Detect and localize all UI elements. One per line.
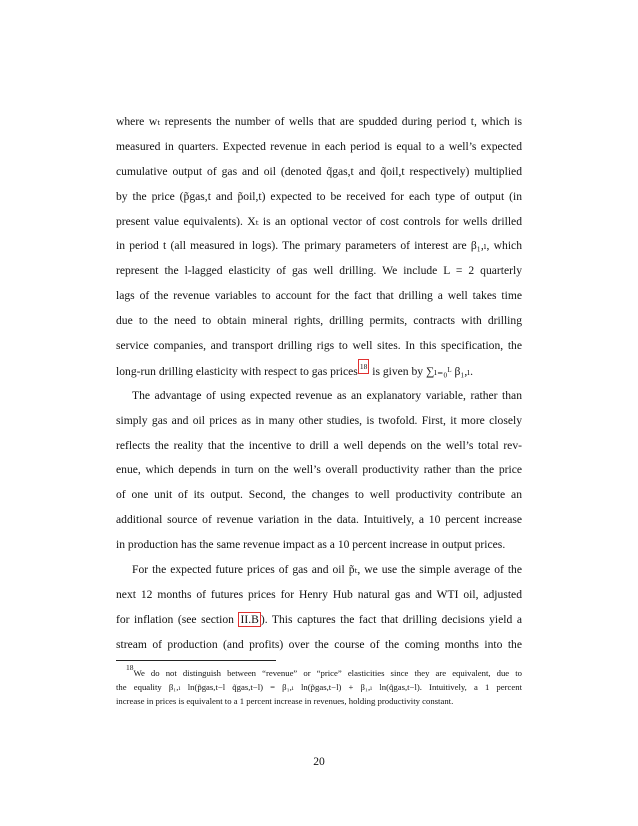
text-line: in production has the same revenue impact as a 10 percent increase in output prices. — [116, 538, 506, 552]
page-number: 20 — [313, 755, 325, 768]
text-line: measured in quarters. Expected revenue in each period is equal to a well’s expected — [116, 139, 522, 153]
text-line: represent the l-lagged elasticity of gas well drilling. We include L = 2 quarterly — [116, 264, 522, 278]
text-fragment: for inflation (see section — [116, 612, 239, 626]
text-line: additional source of revenue variation in the data. Intuitively, a 10 percent increase — [116, 513, 522, 527]
section-ref-link[interactable]: II.B — [240, 612, 259, 626]
body-text — [116, 110, 522, 658]
footnote-line: the equality β₁,ₗ ln(p̃gas,t−l q̃gas,t−l) = β₁,ₗ ln(p̃gas,t−l) + β₁,ₗ ln(q̃gas,t−l). Intuitively, a 1 percent — [116, 682, 522, 693]
text-line: in period t (all measured in logs). The primary parameters of interest are β₁,ₗ, which — [116, 239, 522, 253]
footnote-line — [116, 661, 522, 680]
text-line: The advantage of using expected revenue as an explanatory variable, rather than — [132, 388, 522, 402]
text-line — [116, 608, 522, 633]
text-fragment: We do not distinguish between “revenue” or “price” elasticities since they are equivalent, due to — [133, 668, 522, 678]
text-line: simply gas and oil prices as in many other studies, is twofold. First, it more closely — [116, 413, 522, 427]
text-line: due to the need to obtain mineral rights, drilling permits, contracts with drilling — [116, 314, 522, 328]
text-fragment: is given by ∑ₗ₌₀ᴸ β₁,ₗ. — [372, 364, 473, 378]
text-line: service companies, and transport drilling rigs to well sites. In this specification, the — [116, 339, 522, 353]
footnote-ref-link[interactable]: 18 — [358, 359, 370, 374]
footnote-number: 18 — [126, 663, 134, 672]
footnote — [116, 661, 522, 709]
text-fragment: ). This captures the fact that drilling decisions yield a — [260, 612, 522, 626]
text-line: where wₜ represents the number of wells that are spudded during period t, which is — [116, 115, 522, 128]
text-line: lags of the revenue variables to account for the fact that drilling a well takes time — [116, 289, 522, 303]
text-fragment: long-run drilling elasticity with respect to gas prices — [116, 364, 358, 378]
text-line: enue, which depends in turn on the well’s overall productivity rather than the price — [116, 463, 522, 477]
text-line: stream of production (and profits) over the course of the coming months into the — [116, 637, 522, 651]
text-line: next 12 months of futures prices for Henry Hub natural gas and WTI oil, adjusted — [116, 587, 522, 601]
text-line: by the price (p̃gas,t and p̃oil,t) expected to be received for each type of output (in — [116, 189, 522, 203]
text-line: of one unit of its output. Second, the changes to well productivity contribute an — [116, 488, 522, 502]
footnote-line: increase in prices is equivalent to a 1 percent increase in revenues, holding productivity constant. — [116, 696, 454, 707]
text-line: reflects the reality that the incentive to drill a well depends on the well’s total rev- — [116, 438, 522, 452]
text-line: present value equivalents). Xₜ is an optional vector of cost controls for wells drilled — [116, 214, 522, 228]
text-line: For the expected future prices of gas and oil p̃ₜ, we use the simple average of the — [132, 563, 522, 577]
text-line — [116, 359, 522, 384]
text-line: cumulative output of gas and oil (denoted q̃gas,t and q̃oil,t respectively) multiplied — [116, 164, 522, 178]
